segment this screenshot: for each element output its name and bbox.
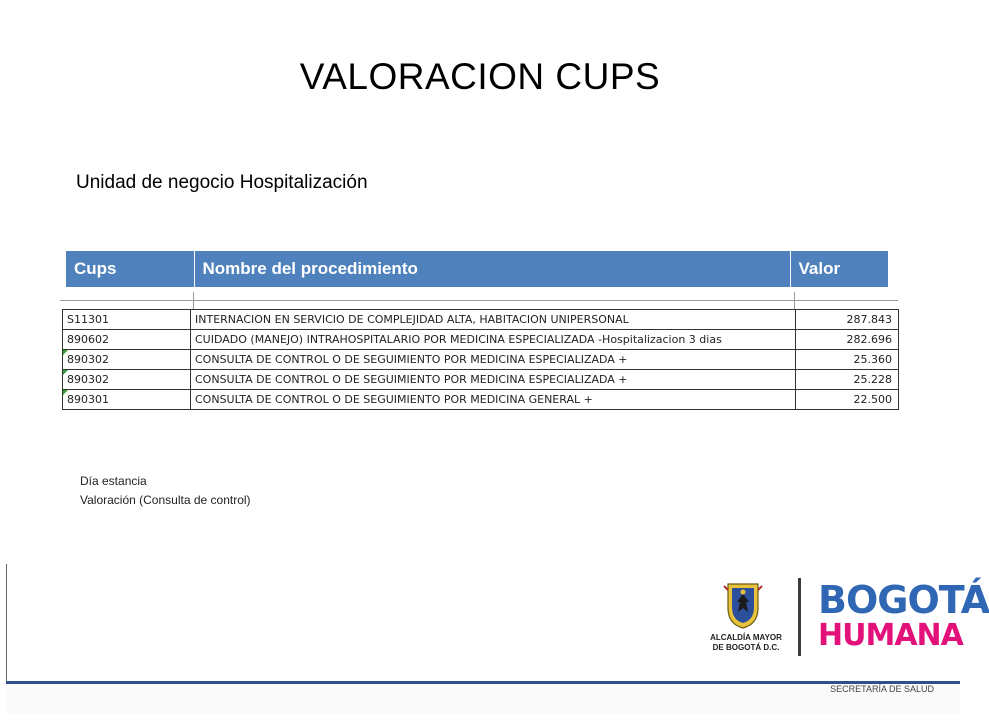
business-unit-subtitle: Unidad de negocio Hospitalización: [76, 172, 368, 193]
procedures-table: [62, 309, 899, 410]
cups-code-text: 890302: [67, 353, 109, 366]
table-row: [63, 390, 899, 410]
notes: [80, 472, 251, 510]
mayor-office-caption: [696, 633, 796, 653]
procedure-name: INTERNACION EN SERVICIO DE COMPLEJIDAD ALTA, HABITACION UNIPERSONAL: [191, 310, 796, 330]
brand-line-1: BOGOTÁ: [818, 578, 989, 622]
cups-code: S11301: [63, 310, 191, 330]
caption-line: DE BOGOTÁ D.C.: [712, 643, 780, 652]
procedure-name: CONSULTA DE CONTROL O DE SEGUIMIENTO POR MEDICINA GENERAL +: [191, 390, 796, 410]
procedure-value: 287.843: [796, 310, 899, 330]
left-border-line: [6, 564, 7, 684]
note-valuation: Valoración (Consulta de control): [80, 493, 251, 507]
procedure-value: 22.500: [796, 390, 899, 410]
procedure-value: 282.696: [796, 330, 899, 350]
caption-line: ALCALDÍA MAYOR: [710, 633, 782, 642]
procedure-name: CONSULTA DE CONTROL O DE SEGUIMIENTO POR MEDICINA ESPECIALIZADA +: [191, 350, 796, 370]
brand-line-2: HUMANA: [818, 618, 963, 653]
table-header: [66, 251, 888, 287]
header-procedure-name: Nombre del procedimiento: [194, 251, 790, 287]
cups-code-text: 890301: [67, 393, 109, 406]
error-flag-icon: [63, 350, 68, 355]
cups-code-text: 890302: [67, 373, 109, 386]
logo-divider: [798, 578, 801, 656]
procedure-value: 25.228: [796, 370, 899, 390]
procedure-value: 25.360: [796, 350, 899, 370]
cups-code: [63, 350, 191, 370]
error-flag-icon: [63, 370, 68, 375]
footer-band: [6, 681, 960, 714]
footer-label: SECRETARÍA DE SALUD: [830, 684, 934, 694]
cups-code: [63, 370, 191, 390]
error-flag-icon: [63, 390, 68, 395]
bogota-coat-of-arms-icon: [718, 580, 768, 630]
procedure-name: CONSULTA DE CONTROL O DE SEGUIMIENTO POR MEDICINA ESPECIALIZADA +: [191, 370, 796, 390]
table-row: [63, 370, 899, 390]
note-day-stay: Día estancia: [80, 474, 147, 488]
cups-code-text: 890602: [67, 333, 109, 346]
table-row: [63, 350, 899, 370]
bogota-humana-logo: [818, 580, 989, 652]
cups-code: [63, 390, 191, 410]
procedure-name: CUIDADO (MANEJO) INTRAHOSPITALARIO POR MEDICINA ESPECIALIZADA -Hospitalizacion 3 dias: [191, 330, 796, 350]
table-row: [63, 310, 899, 330]
cups-code: [63, 330, 191, 350]
table-row: [63, 330, 899, 350]
page-title: VALORACION CUPS: [299, 56, 661, 97]
header-cups: Cups: [66, 251, 194, 287]
header-value: Valor: [790, 251, 888, 287]
